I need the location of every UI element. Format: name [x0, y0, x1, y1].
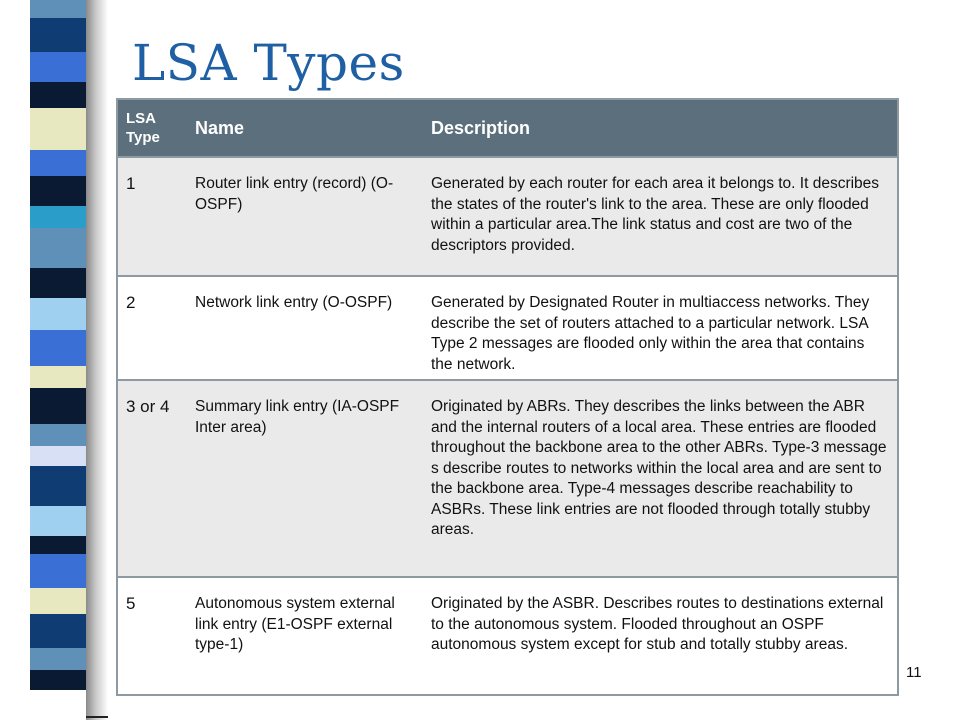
- stripe-tick: [86, 716, 108, 718]
- stripe-block: [30, 228, 88, 268]
- lsa-name-cell: Network link entry (O-OSPF): [187, 276, 423, 380]
- lsa-description-cell: Generated by Designated Router in multiaccess networks. They describe the set of routers attached to a particular network. LSA Type 2 messages are flooded only within the area that contains the network.: [423, 276, 898, 380]
- stripe-block: [30, 554, 88, 588]
- table-row: [117, 380, 898, 577]
- decorative-stripe: [30, 0, 88, 720]
- stripe-block: [30, 614, 88, 648]
- stripe-block: [30, 466, 88, 506]
- lsa-description-cell: Originated by the ASBR. Describes routes to destinations external to the autonomous system. Flooded throughout an OSPF autonomous system except for stub and totally stubby areas.: [423, 577, 898, 695]
- stripe-block: [30, 424, 88, 446]
- table-header-row: [117, 99, 898, 157]
- lsa-name-cell: Router link entry (record) (O-OSPF): [187, 157, 423, 276]
- stripe-block: [30, 648, 88, 670]
- stripe-block: [30, 206, 88, 228]
- table-row: [117, 276, 898, 380]
- lsa-name-cell: Autonomous system external link entry (E1-OSPF external type-1): [187, 577, 423, 695]
- stripe-block: [30, 446, 88, 466]
- lsa-description-cell: Originated by ABRs. They describes the links between the ABR and the internal routers of a local area. These entries are flooded throughout the backbone area to the other ABRs. Type-3 message s describe routes to networks within the local area and are sent to the backbone area. Type-4 messages describe reachability to ASBRs. These link entries are not flooded through totally stubby areas.: [423, 380, 898, 577]
- stripe-block: [30, 366, 88, 388]
- stripe-block: [30, 536, 88, 554]
- stripe-block: [30, 0, 88, 18]
- stripe-block: [30, 176, 88, 206]
- stripe-block: [30, 150, 88, 176]
- header-description: Description: [423, 99, 898, 157]
- lsa-type-cell: 5: [117, 577, 187, 695]
- stripe-block: [30, 670, 88, 690]
- lsa-description-cell: Generated by each router for each area it belongs to. It describes the states of the router's link to the area. These are only flooded within a particular area.The link status and cost are two of the descriptors provided.: [423, 157, 898, 276]
- stripe-block: [30, 52, 88, 82]
- header-name: Name: [187, 99, 423, 157]
- stripe-block: [30, 18, 88, 52]
- stripe-block: [30, 330, 88, 366]
- stripe-block: [30, 108, 88, 150]
- page-number: 11: [906, 664, 922, 681]
- lsa-type-cell: 2: [117, 276, 187, 380]
- stripe-block: [30, 588, 88, 614]
- lsa-type-cell: 1: [117, 157, 187, 276]
- lsa-types-table: [116, 98, 899, 696]
- stripe-block: [30, 298, 88, 330]
- slide-title: LSA Types: [132, 34, 405, 92]
- stripe-block: [30, 506, 88, 536]
- table-row: [117, 577, 898, 695]
- table-row: [117, 157, 898, 276]
- stripe-shadow: [86, 0, 108, 720]
- header-lsa-type: LSA Type: [117, 99, 187, 157]
- stripe-block: [30, 82, 88, 108]
- stripe-block: [30, 268, 88, 298]
- lsa-name-cell: Summary link entry (IA-OSPF Inter area): [187, 380, 423, 577]
- lsa-type-cell: 3 or 4: [117, 380, 187, 577]
- stripe-block: [30, 388, 88, 424]
